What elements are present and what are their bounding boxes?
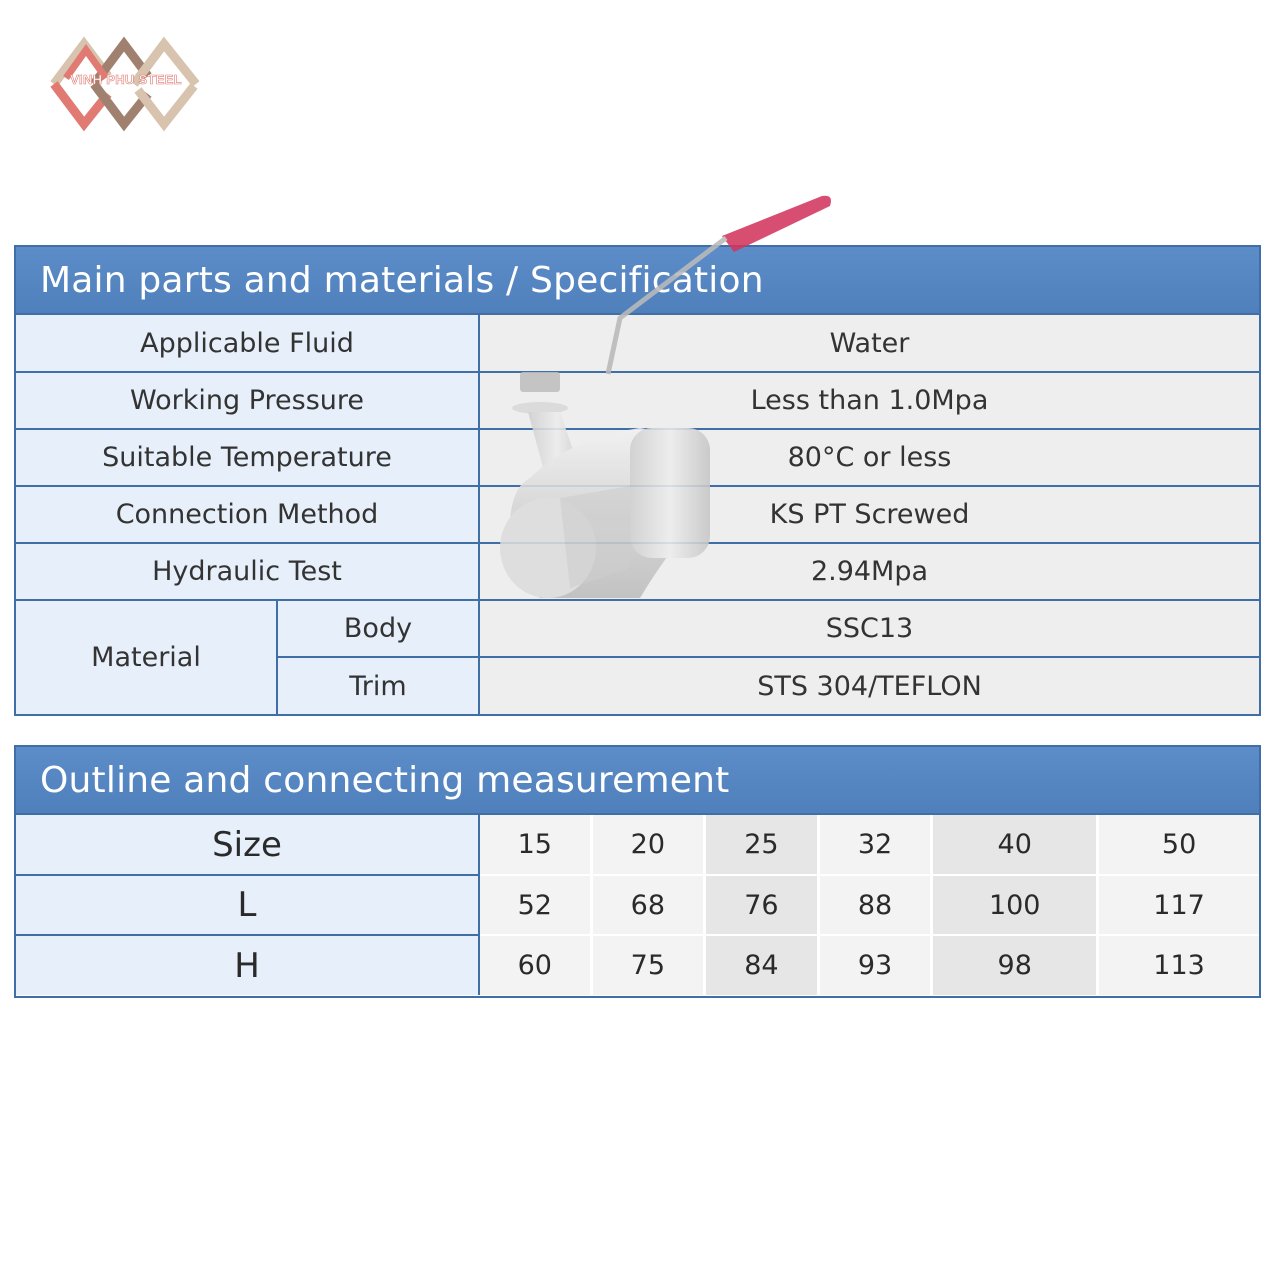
table-row [16, 815, 1259, 875]
outline-title: Outline and connecting measurement [16, 747, 1259, 815]
outline-cell: 32 [818, 815, 932, 875]
outline-row-label: L [16, 875, 479, 935]
outline-cell: 117 [1098, 875, 1259, 935]
brand-logo [46, 34, 206, 134]
outline-cell: 113 [1098, 935, 1259, 995]
spec-table [16, 315, 1259, 714]
table-row [16, 935, 1259, 995]
spec-value: Water [479, 315, 1259, 372]
outline-cell: 75 [591, 935, 705, 995]
table-row [16, 429, 1259, 486]
table-row [16, 315, 1259, 372]
spec-value: 2.94Mpa [479, 543, 1259, 600]
spec-title: Main parts and materials / Specification [16, 247, 1259, 315]
spec-value: 80°C or less [479, 429, 1259, 486]
outline-cell: 93 [818, 935, 932, 995]
table-row [16, 486, 1259, 543]
outline-cell: 15 [479, 815, 591, 875]
outline-cell: 25 [705, 815, 819, 875]
outline-cell: 50 [1098, 815, 1259, 875]
table-row [16, 600, 1259, 657]
outline-cell: 40 [932, 815, 1098, 875]
material-body-label: Body [277, 600, 479, 657]
spec-label: Connection Method [16, 486, 479, 543]
spec-label: Suitable Temperature [16, 429, 479, 486]
table-row [16, 875, 1259, 935]
outline-cell: 52 [479, 875, 591, 935]
material-trim-value: STS 304/TEFLON [479, 657, 1259, 714]
outline-row-label: H [16, 935, 479, 995]
outline-cell: 98 [932, 935, 1098, 995]
logo-text: VINH PHU STEEL [70, 72, 182, 87]
table-row [16, 543, 1259, 600]
outline-cell: 20 [591, 815, 705, 875]
outline-row-label: Size [16, 815, 479, 875]
spec-label: Hydraulic Test [16, 543, 479, 600]
spec-section [14, 245, 1261, 716]
outline-cell: 76 [705, 875, 819, 935]
spec-label: Working Pressure [16, 372, 479, 429]
outline-table [16, 815, 1259, 995]
material-body-value: SSC13 [479, 600, 1259, 657]
material-trim-label: Trim [277, 657, 479, 714]
spec-value: Less than 1.0Mpa [479, 372, 1259, 429]
outline-cell: 84 [705, 935, 819, 995]
outline-section [14, 745, 1261, 998]
outline-cell: 68 [591, 875, 705, 935]
material-label: Material [16, 600, 277, 714]
table-row [16, 372, 1259, 429]
outline-cell: 100 [932, 875, 1098, 935]
outline-cell: 60 [479, 935, 591, 995]
outline-cell: 88 [818, 875, 932, 935]
spec-label: Applicable Fluid [16, 315, 479, 372]
spec-value: KS PT Screwed [479, 486, 1259, 543]
